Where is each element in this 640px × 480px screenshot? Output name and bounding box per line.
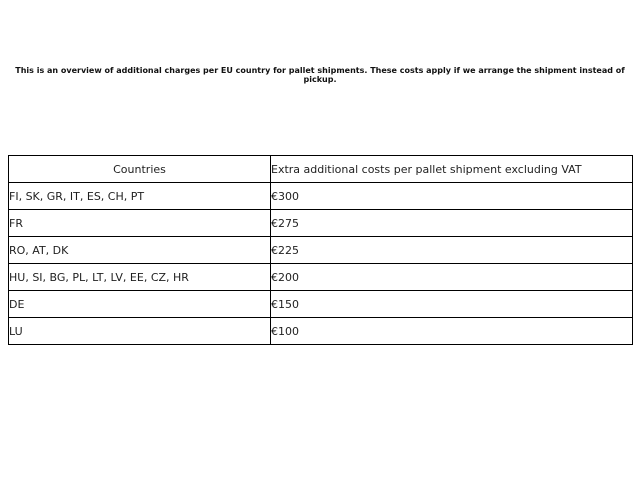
cost-cell: €100 — [271, 318, 633, 345]
table-row — [9, 291, 633, 318]
countries-cell: FI, SK, GR, IT, ES, CH, PT — [9, 183, 271, 210]
charges-table — [8, 155, 633, 345]
countries-cell: HU, SI, BG, PL, LT, LV, EE, CZ, HR — [9, 264, 271, 291]
table-row — [9, 264, 633, 291]
countries-cell: DE — [9, 291, 271, 318]
table-header-row — [9, 156, 633, 183]
cost-cell: €225 — [271, 237, 633, 264]
cost-cell: €150 — [271, 291, 633, 318]
cost-cell: €275 — [271, 210, 633, 237]
table-row — [9, 318, 633, 345]
intro-text: This is an overview of additional charges per EU country for pallet shipments. These costs apply if we arrange the shipment instead of pickup. — [15, 66, 625, 84]
table-row — [9, 183, 633, 210]
table-row — [9, 237, 633, 264]
cost-cell: €300 — [271, 183, 633, 210]
countries-cell: RO, AT, DK — [9, 237, 271, 264]
cost-cell: €200 — [271, 264, 633, 291]
costs-column-header: Extra additional costs per pallet shipment excluding VAT — [271, 156, 633, 183]
countries-cell: FR — [9, 210, 271, 237]
table-row — [9, 210, 633, 237]
countries-cell: LU — [9, 318, 271, 345]
countries-column-header: Countries — [9, 156, 271, 183]
